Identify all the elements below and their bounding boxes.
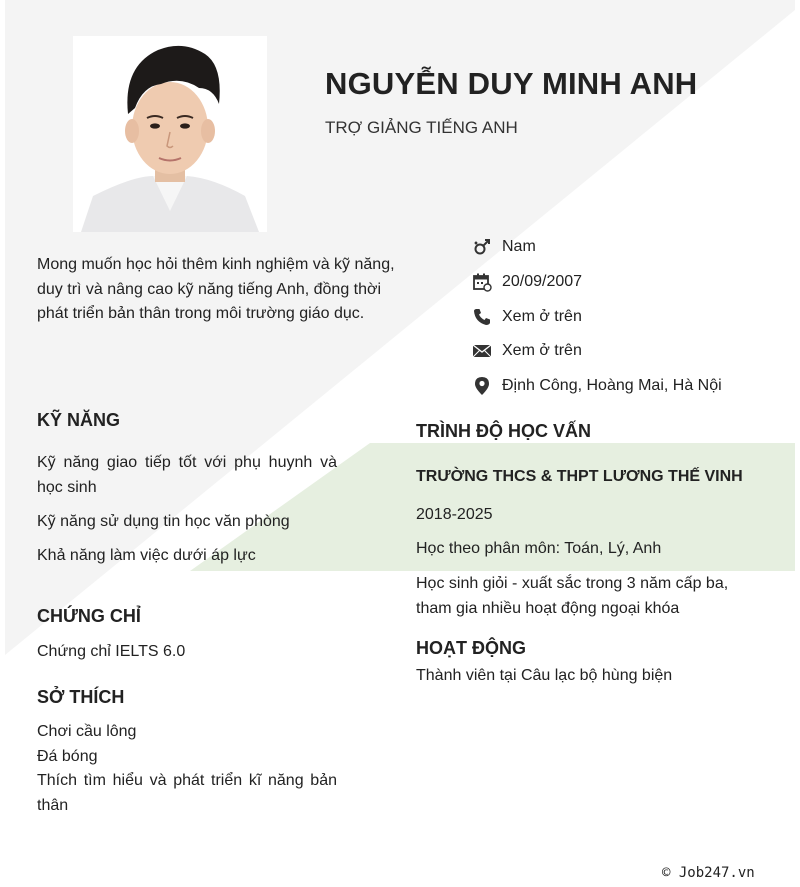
contact-birthday xyxy=(472,265,792,300)
education-major: Học theo phân môn: Toán, Lý, Anh xyxy=(416,540,662,557)
education-period: 2018-2025 xyxy=(416,506,493,523)
footer-copyright: © Job247.vn xyxy=(662,865,755,881)
education-heading: TRÌNH ĐỘ HỌC VẤN xyxy=(416,421,591,441)
gender-value: Nam xyxy=(502,238,536,256)
phone-icon xyxy=(472,306,502,328)
candidate-name: NGUYỄN DUY MINH ANH xyxy=(325,66,698,101)
activity-item: Thành viên tại Câu lạc bộ hùng biện xyxy=(416,667,673,684)
email-icon xyxy=(472,340,502,362)
email-value: Xem ở trên xyxy=(502,342,582,360)
location-icon xyxy=(472,375,502,397)
job-title: TRỢ GIẢNG TIẾNG ANH xyxy=(325,118,518,137)
career-objective: Mong muốn học hỏi thêm kinh nghiệm và kỹ năng, duy trì và nâng cao kỹ năng tiếng Anh, đồng thời phát triển bản thân trong môi trường giáo dục. xyxy=(37,256,395,322)
birthday-value: 20/09/2007 xyxy=(502,273,583,291)
skill-item: Kỹ năng giao tiếp tốt với phụ huynh và học sinh xyxy=(37,454,337,496)
contact-gender xyxy=(472,230,792,265)
contact-address xyxy=(472,369,792,404)
hobby-item: Đá bóng xyxy=(37,748,98,765)
hobby-item: Chơi cầu lông xyxy=(37,723,137,740)
education-achievement: Học sinh giỏi - xuất sắc trong 3 năm cấp ba, tham gia nhiều hoạt động ngoại khóa xyxy=(416,575,729,617)
contact-email xyxy=(472,334,792,369)
address-value: Định Công, Hoàng Mai, Hà Nội xyxy=(502,377,722,395)
skill-item: Kỹ năng sử dụng tin học văn phòng xyxy=(37,513,290,530)
avatar xyxy=(73,36,267,232)
contact-phone xyxy=(472,299,792,334)
hobby-item: Thích tìm hiểu và phát triển kĩ năng bản thân xyxy=(37,772,337,814)
gender-icon xyxy=(472,236,502,258)
phone-value: Xem ở trên xyxy=(502,307,582,325)
contact-info xyxy=(472,230,792,403)
certificate-item: Chứng chỉ IELTS 6.0 xyxy=(37,643,186,660)
calendar-icon xyxy=(472,271,502,293)
activities-heading: HOẠT ĐỘNG xyxy=(416,638,526,658)
school-name: TRƯỜNG THCS & THPT LƯƠNG THẾ VINH xyxy=(416,468,743,485)
skills-heading: KỸ NĂNG xyxy=(37,410,121,430)
certificates-heading: CHỨNG CHỈ xyxy=(37,606,141,626)
skill-item: Khả năng làm việc dưới áp lực xyxy=(37,547,256,564)
hobbies-heading: SỞ THÍCH xyxy=(37,687,125,707)
